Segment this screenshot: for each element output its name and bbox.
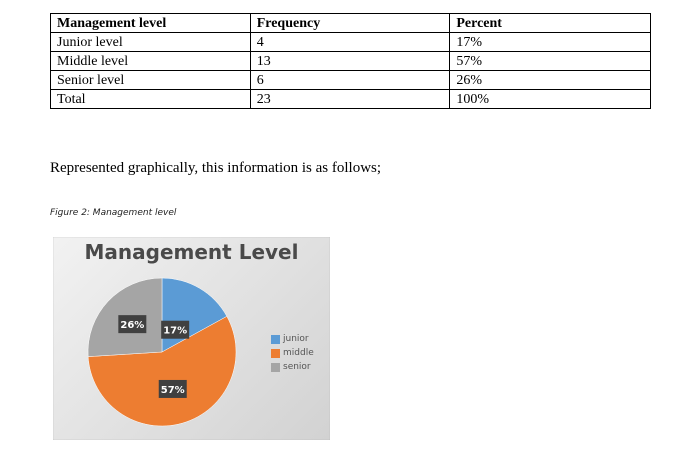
table-cell: 13 [250, 52, 450, 71]
legend-item-middle [271, 346, 314, 360]
table-row [51, 52, 651, 71]
data-label-junior [161, 321, 189, 339]
table-cell: 26% [450, 71, 651, 90]
table-cell: 4 [250, 33, 450, 52]
column-header: Percent [450, 14, 651, 33]
legend-item-junior [271, 332, 314, 346]
table-cell: Middle level [51, 52, 251, 71]
table-row [51, 71, 651, 90]
table-cell: 57% [450, 52, 651, 71]
table-header-row [51, 14, 651, 33]
table-cell: 23 [250, 90, 450, 109]
table-cell: Junior level [51, 33, 251, 52]
table-row [51, 33, 651, 52]
pie-chart [53, 237, 330, 440]
table-cell: 100% [450, 90, 651, 109]
svg-text:26%: 26% [120, 320, 145, 332]
legend-item-senior [271, 360, 314, 374]
legend-swatch [271, 335, 280, 344]
legend-swatch [271, 363, 280, 372]
svg-text:17%: 17% [163, 325, 188, 337]
svg-text:57%: 57% [160, 384, 185, 396]
data-label-senior [118, 315, 146, 333]
chart-title: Management Level [84, 240, 299, 264]
table-cell: 6 [250, 71, 450, 90]
intro-paragraph: Represented graphically, this information is as follows; [50, 160, 382, 176]
legend-label: junior [283, 334, 309, 344]
table-row [51, 90, 651, 109]
table-cell: Senior level [51, 71, 251, 90]
figure-caption: Figure 2: Management level [50, 208, 177, 218]
legend-label: middle [283, 348, 314, 358]
column-header: Frequency [250, 14, 450, 33]
data-label-middle [159, 380, 187, 398]
legend-swatch [271, 349, 280, 358]
legend-label: senior [283, 362, 311, 372]
column-header: Management level [51, 14, 251, 33]
chart-legend [271, 332, 314, 374]
management-level-table [50, 13, 651, 109]
table-cell: Total [51, 90, 251, 109]
table-cell: 17% [450, 33, 651, 52]
